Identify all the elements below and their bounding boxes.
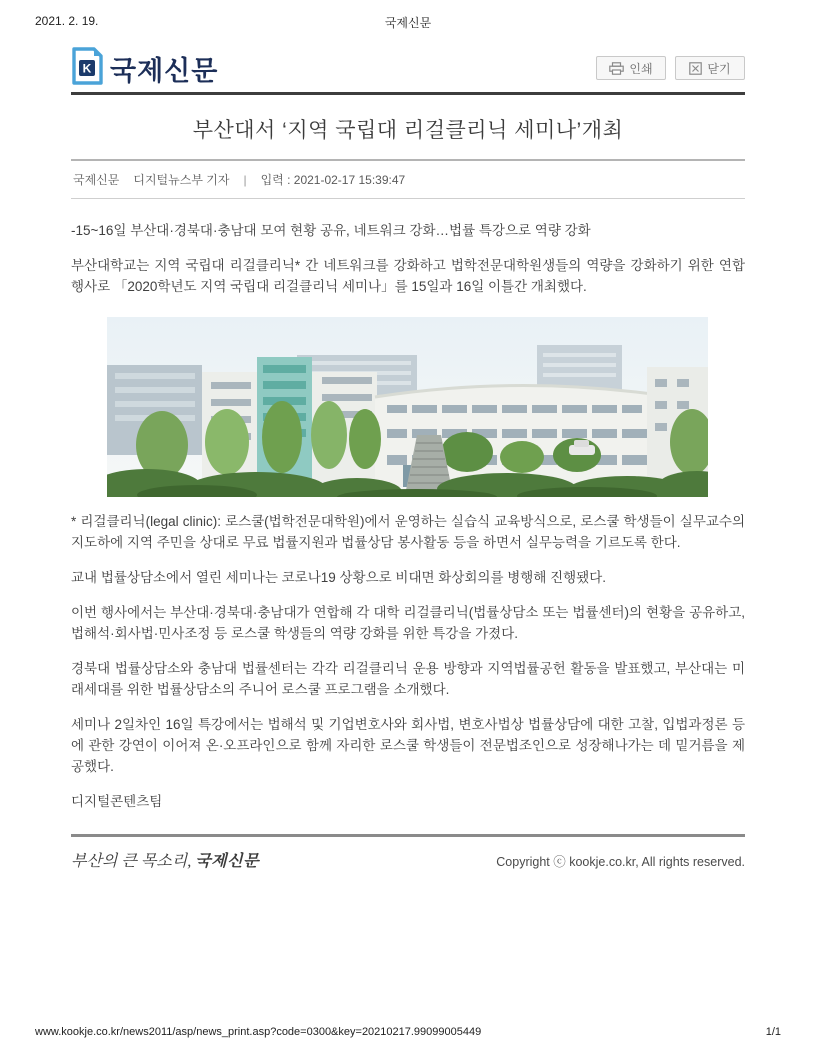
- slogan-prefix: 부산의 큰 목소리,: [71, 853, 196, 870]
- logo-wordmark: 국제신문: [110, 55, 219, 86]
- byline-author: 디지털뉴스부 기자: [133, 173, 230, 187]
- article-paragraph: 세미나 2일차인 16일 특강에서는 법해석 및 기업변호사와 회사법, 변호사법상 법률상담에 대한 고찰, 입법과정론 등에 관한 강연이 이어져 온·오프라인으로 함께 자리한 로스쿨 학생들이 전문법조인으로 성장해나가는 데 밑거름을 제공했다.: [71, 717, 745, 774]
- article-paragraph: 이번 행사에서는 부산대·경북대·충남대가 연합해 각 대학 리걸클리닉(법률상담소 또는 법률센터)의 현황을 공유하고, 법해석·회사법·민사조정 등 로스쿨 학생들의 역량 강화를 위한 특강을 가졌다.: [71, 605, 745, 641]
- close-button[interactable]: [675, 56, 745, 80]
- print-button[interactable]: [596, 56, 666, 80]
- campus-photo: [107, 317, 708, 497]
- article-title: 부산대서 ‘지역 국립대 리걸클리닉 세미나’개최: [192, 119, 624, 142]
- newspaper-k-icon: [71, 47, 103, 90]
- article-subhead: -15~16일 부산대·경북대·충남대 모여 현황 공유, 네트워크 강화…법률 특강으로 역량 강화: [71, 223, 591, 238]
- article-footnote: * 리걸클리닉(legal clinic): 로스쿨(법학전문대학원)에서 운영하는 실습식 교육방식으로, 로스쿨 학생들이 실무교수의 지도하에 지역 주민을 상대로 무료 법률지원과 법률상담 봉사활동 등을 하면서 실무능력을 기르도록 한다.: [71, 514, 745, 550]
- byline-bar: [71, 159, 745, 199]
- article-content: [71, 46, 745, 871]
- print-button-label: 인쇄: [629, 61, 653, 76]
- masthead: [71, 46, 745, 95]
- byline-separator: |: [243, 172, 247, 187]
- article-paragraph: 경북대 법률상담소와 충남대 법률센터는 각각 리걸클리닉 운용 방향과 지역법률공헌 활동을 발표했고, 부산대는 미래세대를 위한 법률상담소의 주니어 로스쿨 프로그램을 소개했다.: [71, 661, 745, 697]
- article-team-credit: 디지털콘텐츠팀: [71, 794, 163, 809]
- close-button-label: 닫기: [707, 61, 731, 76]
- printer-icon: [609, 62, 624, 75]
- byline-source: 국제신문: [73, 173, 120, 187]
- print-date: 2021. 2. 19.: [35, 14, 99, 28]
- close-box-icon: [689, 62, 702, 75]
- print-page-number: 1/1: [765, 1026, 781, 1038]
- article-paragraph: 부산대학교는 지역 국립대 리걸클리닉* 간 네트워크를 강화하고 법학전문대학원생들의 역량을 강화하기 위한 연합 행사로 「2020학년도 지역 국립대 리걸클리닉 세미나」를 15일과 16일 이틀간 개최했다.: [71, 258, 745, 294]
- site-footer: [71, 834, 745, 871]
- masthead-buttons: [596, 56, 745, 80]
- copyright-notice: Copyright ⓒ kookje.co.kr, All rights reserved.: [496, 855, 745, 869]
- print-url: www.kookje.co.kr/news2011/asp/news_print.asp?code=0300&key=20210217.99099005449: [35, 1026, 482, 1038]
- article-paragraph: 교내 법률상담소에서 열린 세미나는 코로나19 상황으로 비대면 화상회의를 병행해 진행됐다.: [71, 570, 607, 585]
- kookje-logo: [71, 47, 218, 90]
- article-body: [71, 220, 745, 812]
- print-doc-title: 국제신문: [384, 16, 432, 30]
- published-timestamp: 입력 : 2021-02-17 15:39:47: [260, 173, 406, 187]
- site-slogan: [71, 848, 259, 871]
- svg-text:K: K: [82, 61, 92, 75]
- slogan-brand: 국제신문: [195, 853, 260, 870]
